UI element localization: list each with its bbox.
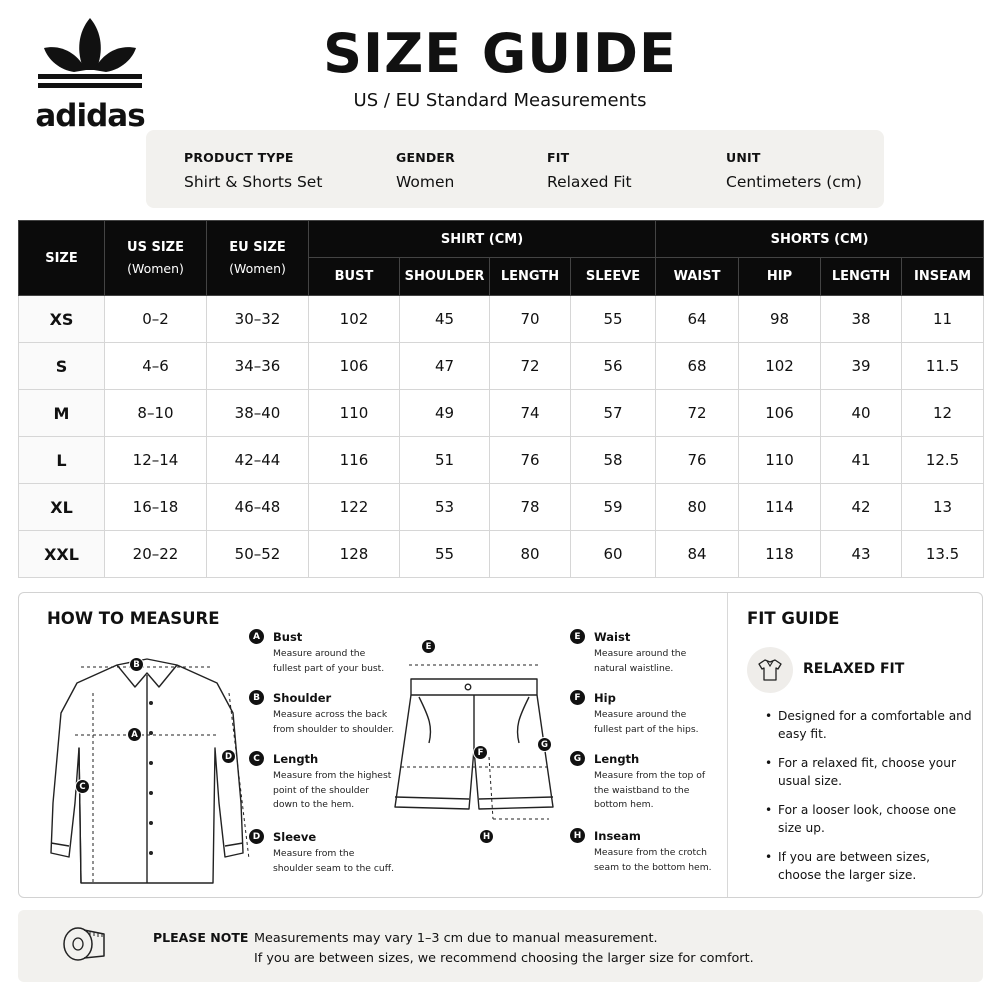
note-line-1: Measurements may vary 1–3 cm due to manual measurement. bbox=[254, 931, 658, 946]
marker-b: B bbox=[129, 657, 144, 672]
table-cell: 38 bbox=[821, 296, 902, 343]
header-hip: HIP bbox=[739, 258, 821, 296]
table-cell: 49 bbox=[400, 390, 490, 437]
table-cell: 12–14 bbox=[105, 437, 207, 484]
info-value: Centimeters (cm) bbox=[726, 173, 862, 191]
step-badge: B bbox=[249, 690, 264, 705]
step-sleeve bbox=[249, 829, 395, 876]
table-cell: 110 bbox=[739, 437, 821, 484]
table-cell: 40 bbox=[821, 390, 902, 437]
table-cell: 128 bbox=[309, 531, 400, 578]
table-row bbox=[19, 484, 984, 531]
marker-f: F bbox=[473, 745, 488, 760]
header-eu-size bbox=[207, 221, 309, 296]
table-cell: 72 bbox=[656, 390, 739, 437]
step-description: Measure from the shoulder seam to the cuff. bbox=[273, 848, 394, 874]
how-to-measure-title: HOW TO MEASURE bbox=[47, 609, 220, 628]
header-inseam: INSEAM bbox=[902, 258, 984, 296]
info-value: Relaxed Fit bbox=[547, 173, 632, 191]
table-cell: 64 bbox=[656, 296, 739, 343]
step-hip bbox=[570, 690, 716, 737]
table-cell: 68 bbox=[656, 343, 739, 390]
table-cell: 16–18 bbox=[105, 484, 207, 531]
step-bust bbox=[249, 629, 395, 676]
table-cell: 110 bbox=[309, 390, 400, 437]
info-product-type bbox=[184, 150, 322, 191]
info-label: GENDER bbox=[396, 150, 456, 165]
step-name: Inseam bbox=[594, 828, 641, 843]
table-cell: 118 bbox=[739, 531, 821, 578]
shirt-icon bbox=[747, 647, 793, 693]
header-shorts-length: LENGTH bbox=[821, 258, 902, 296]
table-cell: 4–6 bbox=[105, 343, 207, 390]
table-cell: 80 bbox=[656, 484, 739, 531]
step-badge: H bbox=[570, 828, 585, 843]
table-cell: XS bbox=[19, 296, 105, 343]
step-description: Measure around the fullest part of your bust. bbox=[273, 648, 385, 674]
table-cell: 8–10 bbox=[105, 390, 207, 437]
size-table-body bbox=[19, 296, 984, 578]
step-inseam bbox=[570, 828, 716, 875]
info-label: PRODUCT TYPE bbox=[184, 150, 294, 165]
table-cell: 55 bbox=[400, 531, 490, 578]
table-cell: 122 bbox=[309, 484, 400, 531]
step-name: Waist bbox=[594, 629, 631, 644]
table-cell: 98 bbox=[739, 296, 821, 343]
header-size: SIZE bbox=[19, 221, 105, 296]
step-description: Measure from the top of the waistband to the bottom hem. bbox=[594, 770, 706, 810]
how-to-measure-panel bbox=[18, 592, 983, 898]
info-value: Women bbox=[396, 173, 455, 191]
info-label: UNIT bbox=[726, 150, 761, 165]
table-cell: XXL bbox=[19, 531, 105, 578]
header-eu-size-label: EU SIZE bbox=[229, 240, 286, 255]
header-eu-size-sub: (Women) bbox=[229, 261, 286, 276]
table-cell: 46–48 bbox=[207, 484, 309, 531]
table-cell: 42 bbox=[821, 484, 902, 531]
table-cell: 58 bbox=[571, 437, 656, 484]
table-cell: 11.5 bbox=[902, 343, 984, 390]
header-us-size-sub: (Women) bbox=[127, 261, 184, 276]
marker-a: A bbox=[127, 727, 142, 742]
table-cell: 11 bbox=[902, 296, 984, 343]
header-sleeve: SLEEVE bbox=[571, 258, 656, 296]
step-shorts-length bbox=[570, 751, 716, 813]
table-cell: L bbox=[19, 437, 105, 484]
marker-e: E bbox=[421, 639, 436, 654]
table-cell: 76 bbox=[490, 437, 571, 484]
step-badge: G bbox=[570, 751, 585, 766]
marker-g: G bbox=[537, 737, 552, 752]
table-cell: 56 bbox=[571, 343, 656, 390]
page-title: SIZE GUIDE bbox=[323, 22, 677, 85]
step-badge: C bbox=[249, 751, 264, 766]
table-row bbox=[19, 437, 984, 484]
table-cell: XL bbox=[19, 484, 105, 531]
table-cell: 114 bbox=[739, 484, 821, 531]
brand-wordmark: adidas bbox=[35, 98, 145, 134]
table-cell: 60 bbox=[571, 531, 656, 578]
header-shirt-group: SHIRT (CM) bbox=[309, 221, 656, 258]
marker-h: H bbox=[479, 829, 494, 844]
step-waist bbox=[570, 629, 716, 676]
list-item: • For a looser look, choose one size up. bbox=[765, 801, 977, 837]
fit-guide-list bbox=[765, 707, 977, 895]
step-description: Measure around the fullest part of the hips. bbox=[594, 709, 699, 735]
table-cell: 74 bbox=[490, 390, 571, 437]
table-row bbox=[19, 296, 984, 343]
step-name: Sleeve bbox=[273, 829, 317, 844]
note-label: PLEASE NOTE bbox=[153, 930, 249, 945]
table-cell: 42–44 bbox=[207, 437, 309, 484]
step-description: Measure from the crotch seam to the bottom hem. bbox=[594, 847, 712, 873]
step-shoulder bbox=[249, 690, 395, 737]
table-cell: 50–52 bbox=[207, 531, 309, 578]
step-badge: D bbox=[249, 829, 264, 844]
step-shirt-length bbox=[249, 751, 395, 813]
header-shirt-length: LENGTH bbox=[490, 258, 571, 296]
step-badge: F bbox=[570, 690, 585, 705]
page-subtitle: US / EU Standard Measurements bbox=[353, 90, 647, 111]
note-text bbox=[254, 929, 754, 969]
table-cell: 80 bbox=[490, 531, 571, 578]
info-unit bbox=[726, 150, 862, 191]
table-cell: 116 bbox=[309, 437, 400, 484]
table-cell: 43 bbox=[821, 531, 902, 578]
list-item: • For a relaxed fit, choose your usual size. bbox=[765, 754, 977, 790]
info-fit bbox=[547, 150, 632, 191]
table-cell: 13 bbox=[902, 484, 984, 531]
header-us-size bbox=[105, 221, 207, 296]
step-description: Measure across the back from shoulder to shoulder. bbox=[273, 709, 395, 735]
marker-c: C bbox=[75, 779, 90, 794]
step-name: Hip bbox=[594, 690, 616, 705]
header-waist: WAIST bbox=[656, 258, 739, 296]
table-cell: 45 bbox=[400, 296, 490, 343]
header-shoulder: SHOULDER bbox=[400, 258, 490, 296]
table-cell: 12 bbox=[902, 390, 984, 437]
fit-guide-title: FIT GUIDE bbox=[747, 609, 840, 628]
table-cell: 41 bbox=[821, 437, 902, 484]
marker-d: D bbox=[221, 749, 236, 764]
step-badge: A bbox=[249, 629, 264, 644]
table-cell: 53 bbox=[400, 484, 490, 531]
step-name: Length bbox=[594, 751, 640, 766]
info-label: FIT bbox=[547, 150, 570, 165]
table-cell: 102 bbox=[739, 343, 821, 390]
info-value: Shirt & Shorts Set bbox=[184, 173, 323, 191]
table-cell: 59 bbox=[571, 484, 656, 531]
panel-divider bbox=[727, 593, 728, 897]
table-cell: 106 bbox=[309, 343, 400, 390]
table-cell: S bbox=[19, 343, 105, 390]
table-cell: 102 bbox=[309, 296, 400, 343]
header-us-size-label: US SIZE bbox=[127, 240, 184, 255]
table-cell: M bbox=[19, 390, 105, 437]
table-cell: 20–22 bbox=[105, 531, 207, 578]
table-row bbox=[19, 343, 984, 390]
header-shorts-group: SHORTS (CM) bbox=[656, 221, 984, 258]
table-cell: 39 bbox=[821, 343, 902, 390]
table-cell: 51 bbox=[400, 437, 490, 484]
table-cell: 106 bbox=[739, 390, 821, 437]
size-chart-table bbox=[18, 220, 984, 578]
table-cell: 34–36 bbox=[207, 343, 309, 390]
fit-name: RELAXED FIT bbox=[803, 661, 905, 677]
table-cell: 13.5 bbox=[902, 531, 984, 578]
table-cell: 70 bbox=[490, 296, 571, 343]
table-cell: 55 bbox=[571, 296, 656, 343]
table-cell: 78 bbox=[490, 484, 571, 531]
please-note-bar bbox=[18, 910, 983, 982]
step-name: Bust bbox=[273, 629, 303, 644]
step-badge: E bbox=[570, 629, 585, 644]
note-line-2: If you are between sizes, we recommend choosing the larger size for comfort. bbox=[254, 951, 754, 966]
list-item: • If you are between sizes, choose the larger size. bbox=[765, 848, 977, 884]
shirt-illustration bbox=[29, 653, 259, 893]
product-info-bar bbox=[146, 130, 884, 208]
table-cell: 47 bbox=[400, 343, 490, 390]
header-bust: BUST bbox=[309, 258, 400, 296]
table-row bbox=[19, 531, 984, 578]
step-description: Measure around the natural waistline. bbox=[594, 648, 687, 674]
table-cell: 72 bbox=[490, 343, 571, 390]
table-cell: 12.5 bbox=[902, 437, 984, 484]
table-cell: 57 bbox=[571, 390, 656, 437]
table-cell: 38–40 bbox=[207, 390, 309, 437]
list-item: • Designed for a comfortable and easy fit. bbox=[765, 707, 977, 743]
table-cell: 0–2 bbox=[105, 296, 207, 343]
step-name: Length bbox=[273, 751, 319, 766]
step-name: Shoulder bbox=[273, 690, 332, 705]
measuring-tape-icon bbox=[60, 924, 108, 968]
table-row bbox=[19, 390, 984, 437]
info-gender bbox=[396, 150, 455, 191]
table-cell: 30–32 bbox=[207, 296, 309, 343]
step-description: Measure from the highest point of the shoulder down to the hem. bbox=[273, 770, 392, 810]
table-cell: 84 bbox=[656, 531, 739, 578]
table-cell: 76 bbox=[656, 437, 739, 484]
